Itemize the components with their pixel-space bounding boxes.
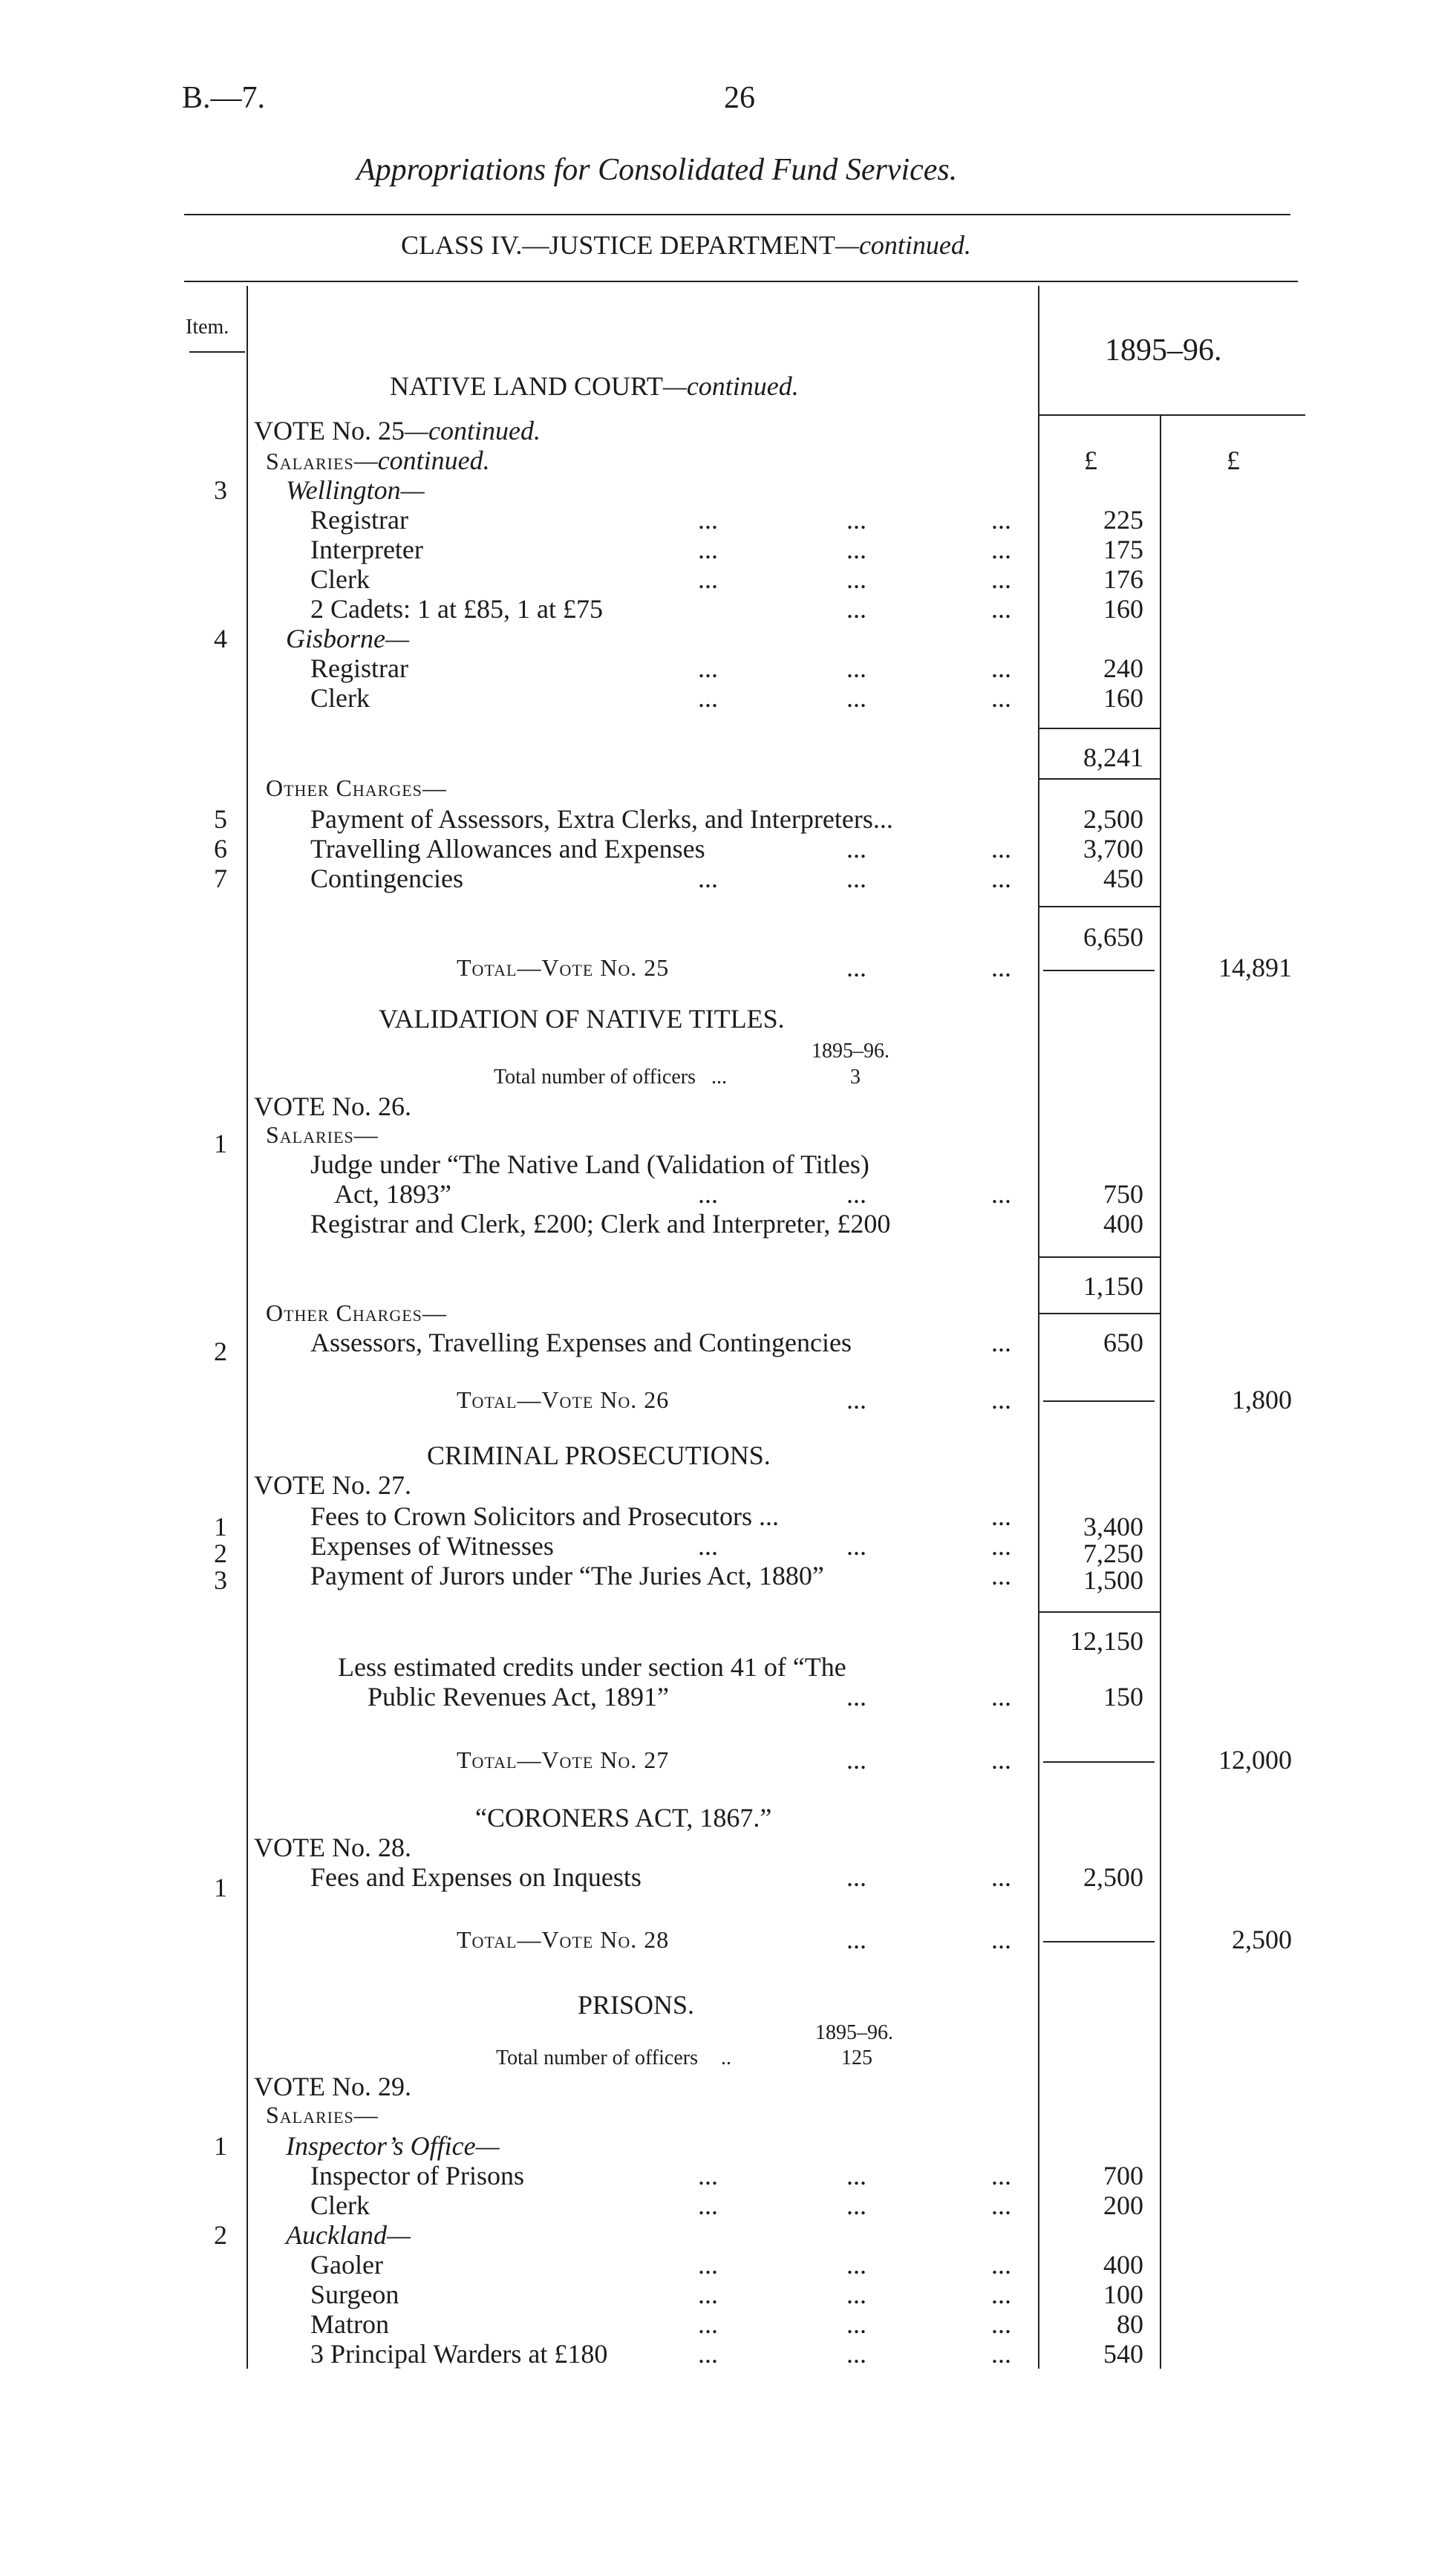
leader-dots	[846, 653, 866, 683]
dots: ...	[846, 1531, 866, 1561]
item-number: 1	[214, 1129, 227, 1158]
item-column-header: Item.	[186, 316, 229, 339]
dots: ...	[846, 2339, 866, 2369]
leader-dots	[991, 1745, 1011, 1775]
section-heading-native-land-court	[390, 371, 799, 401]
vote-25-total-label: Total—Vote No. 25	[457, 954, 670, 981]
leader-dots	[846, 564, 866, 594]
subtotal-rule	[1038, 906, 1160, 907]
vote-26-label: VOTE No. 26.	[254, 1092, 411, 1121]
dots: ...	[991, 2161, 1011, 2190]
leader-dots	[698, 1179, 718, 1209]
line-item-amount: 400	[1103, 1209, 1143, 1239]
dots: ...	[846, 1925, 866, 1954]
salaries-subtotal: 8,241	[1083, 743, 1143, 772]
leader-dots	[698, 2339, 718, 2369]
other-charges-subtotal: 6,650	[1083, 922, 1143, 952]
leader-dots	[991, 1328, 1011, 1357]
line-item-amount: 3,400	[1083, 1512, 1143, 1542]
leader-dots	[846, 2309, 866, 2339]
leader-dots	[846, 1682, 866, 1712]
line-item-amount: 3,700	[1083, 834, 1143, 864]
officers-year: 1895–96.	[815, 2021, 893, 2044]
item-number: 1	[214, 1873, 227, 1902]
leader-dots	[698, 2190, 718, 2220]
dots: ...	[846, 1179, 866, 1209]
dots: ...	[991, 2280, 1011, 2309]
leader-dots	[698, 2161, 718, 2190]
item-number: 3	[214, 1565, 227, 1595]
dots: ...	[991, 953, 1011, 982]
total-rule	[1043, 1941, 1155, 1942]
class-title: CLASS IV.—JUSTICE DEPARTMENT	[401, 230, 835, 260]
subtotal-rule	[1038, 1313, 1160, 1314]
item-header-rule	[189, 351, 245, 353]
vote-27-label: VOTE No. 27.	[254, 1470, 411, 1500]
dots: ...	[991, 864, 1011, 893]
leader-dots	[846, 1862, 866, 1892]
subtotal-rule	[1038, 778, 1160, 780]
nlc-heading-text: NATIVE LAND COURT	[390, 371, 663, 401]
vote-28-total-label: Total—Vote No. 28	[457, 1926, 670, 1953]
leader-dots	[991, 1179, 1011, 1209]
leader-dots	[846, 953, 866, 982]
leader-dots	[846, 594, 866, 624]
line-item-label: Interpreter	[310, 535, 423, 564]
dots: ...	[698, 2161, 718, 2190]
dots: ...	[991, 505, 1011, 535]
line-item-label: Clerk	[310, 2190, 370, 2220]
vote-25-continued: —continued.	[404, 416, 541, 446]
dots: ...	[991, 594, 1011, 624]
item-number: 4	[214, 624, 227, 653]
salaries-heading	[266, 446, 490, 475]
line-item-amount: 750	[1103, 1179, 1143, 1209]
title-rule	[184, 214, 1290, 215]
line-item-amount: 1,500	[1083, 1565, 1143, 1595]
page-title: Appropriations for Consolidated Fund Services.	[356, 153, 958, 187]
leader-dots	[698, 864, 718, 893]
dots: ...	[991, 564, 1011, 594]
vote-25-label: VOTE No. 25	[254, 416, 405, 446]
leader-dots	[698, 2250, 718, 2280]
leader-dots	[991, 1531, 1011, 1561]
leader-dots	[991, 1862, 1011, 1892]
line-item-label: Expenses of Witnesses	[310, 1531, 554, 1561]
officers-count-line	[496, 2046, 731, 2070]
line-item-amount: 450	[1103, 864, 1143, 893]
leader-dots	[698, 2280, 718, 2309]
dots: ...	[846, 2190, 866, 2220]
salaries-label: Salaries	[266, 448, 354, 474]
leader-dots	[991, 683, 1011, 713]
less-credits-amount: 150	[1103, 1682, 1143, 1712]
pound-header-amount: £	[1084, 446, 1097, 475]
leader-dots	[991, 505, 1011, 535]
leader-dots	[846, 2161, 866, 2190]
dots: ...	[698, 1179, 718, 1209]
leader-dots	[991, 1682, 1011, 1712]
leader-dots	[846, 2190, 866, 2220]
item-number: 7	[214, 864, 227, 893]
leader-dots	[846, 864, 866, 893]
dots: ...	[846, 834, 866, 864]
dots: ...	[991, 1925, 1011, 1954]
total-rule	[1043, 1761, 1155, 1763]
leader-dots	[991, 535, 1011, 564]
dots: ...	[991, 2190, 1011, 2220]
leader-dots	[991, 594, 1011, 624]
line-item-label: 3 Principal Warders at £180	[310, 2339, 608, 2369]
dots: ...	[846, 864, 866, 893]
line-item-label: 2 Cadets: 1 at £85, 1 at £75	[310, 594, 603, 624]
dots: ...	[698, 2339, 718, 2369]
leader-dots	[698, 564, 718, 594]
section-heading-coroners: “CORONERS ACT, 1867.”	[475, 1803, 772, 1833]
line-item-amount: 160	[1103, 594, 1143, 624]
subtotal-rule	[1038, 1256, 1160, 1258]
line-item-label: Assessors, Travelling Expenses and Contingencies	[310, 1328, 852, 1357]
line-item-amount: 160	[1103, 683, 1143, 713]
nlc-heading-continued: —continued.	[662, 371, 799, 401]
class-rule	[184, 281, 1298, 282]
dots: ...	[698, 564, 718, 594]
subheading-inspectors-office: Inspector’s Office—	[286, 2131, 500, 2161]
dots: ...	[991, 1745, 1011, 1775]
line-item-amount: 7,250	[1083, 1539, 1143, 1568]
leader-dots	[991, 864, 1011, 893]
line-item-label: Registrar	[310, 505, 408, 535]
leader-dots	[846, 2280, 866, 2309]
salaries-heading: Salaries—	[266, 1121, 379, 1148]
leader-dots	[846, 1385, 866, 1415]
dots: ...	[698, 505, 718, 535]
dots: ...	[991, 834, 1011, 864]
dots: ...	[846, 683, 866, 713]
officers-count: 3	[850, 1066, 861, 1089]
dots: ...	[846, 653, 866, 683]
item-number: 2	[214, 1337, 227, 1366]
line-item-label: Contingencies	[310, 864, 463, 893]
vote-26-total-label: Total—Vote No. 26	[457, 1386, 670, 1413]
class-continued: —continued.	[835, 230, 971, 260]
leader-dots	[846, 683, 866, 713]
dots: ...	[991, 1328, 1011, 1357]
less-credits-line-1: Less estimated credits under section 41 of “The	[338, 1652, 846, 1682]
dots: ...	[698, 683, 718, 713]
dots: ...	[846, 2161, 866, 2190]
dots: ...	[698, 1531, 718, 1561]
section-heading-criminal-prosecutions: CRIMINAL PROSECUTIONS.	[427, 1441, 771, 1470]
leader-dots	[991, 653, 1011, 683]
officers-dots: ..	[721, 2046, 731, 2069]
dots: ...	[991, 1385, 1011, 1415]
leader-dots	[991, 834, 1011, 864]
dots: ...	[991, 683, 1011, 713]
description-column-divider	[247, 286, 248, 2369]
leader-dots	[846, 1925, 866, 1954]
officers-count: 125	[841, 2046, 872, 2069]
leader-dots	[846, 535, 866, 564]
leader-dots	[991, 2280, 1011, 2309]
line-item-amount: 176	[1103, 564, 1143, 594]
dots: ...	[846, 535, 866, 564]
item-number: 1	[214, 1512, 227, 1542]
line-item-label: Surgeon	[310, 2280, 399, 2309]
dots: ...	[846, 2250, 866, 2280]
vote-27-total: 12,000	[1218, 1745, 1292, 1775]
leader-dots	[991, 1925, 1011, 1954]
leader-dots	[846, 505, 866, 535]
subtotal-rule	[1038, 728, 1160, 729]
line-item-label: Gaoler	[310, 2250, 383, 2280]
item-number: 5	[214, 804, 227, 834]
dots: ...	[698, 2309, 718, 2339]
leader-dots	[991, 953, 1011, 982]
vote-28-label: VOTE No. 28.	[254, 1833, 411, 1862]
salaries-continued: —continued.	[353, 446, 490, 475]
dots: ...	[698, 535, 718, 564]
total-column-divider	[1160, 414, 1161, 2369]
year-header-rule	[1038, 414, 1305, 416]
line-item-label: Registrar	[310, 653, 408, 683]
leader-dots	[846, 1745, 866, 1775]
dots: ...	[991, 1862, 1011, 1892]
dots: ...	[846, 564, 866, 594]
vnt-salaries-subtotal: 1,150	[1083, 1271, 1143, 1301]
line-item-amount: 175	[1103, 535, 1143, 564]
vote-25-total: 14,891	[1218, 953, 1292, 982]
line-item-amount: 400	[1103, 2250, 1143, 2280]
leader-dots	[698, 535, 718, 564]
line-item-label: Inspector of Prisons	[310, 2161, 524, 2190]
pound-header-total: £	[1227, 446, 1240, 475]
line-item-label: Judge under “The Native Land (Validation of Titles)	[310, 1149, 869, 1179]
line-item-amount: 225	[1103, 505, 1143, 535]
line-item-label-cont: Act, 1893”	[334, 1179, 451, 1209]
class-heading	[401, 230, 971, 260]
dots: ...	[991, 1682, 1011, 1712]
leader-dots	[991, 1501, 1011, 1531]
dots: ...	[991, 1501, 1011, 1531]
item-number: 2	[214, 2220, 227, 2250]
line-item-label: Travelling Allowances and Expenses	[310, 834, 705, 864]
line-item-amount: 540	[1103, 2339, 1143, 2369]
dots: ...	[991, 535, 1011, 564]
leader-dots	[991, 2190, 1011, 2220]
dots: ...	[846, 1745, 866, 1775]
dots: ...	[991, 2339, 1011, 2369]
year-column-header: 1895–96.	[1105, 333, 1222, 368]
line-item-label: Matron	[310, 2309, 389, 2339]
leader-dots	[991, 2339, 1011, 2369]
page-number: 26	[724, 81, 755, 115]
cp-subtotal: 12,150	[1070, 1626, 1143, 1656]
line-item-amount: 100	[1103, 2280, 1143, 2309]
leader-dots	[698, 683, 718, 713]
leader-dots	[991, 2161, 1011, 2190]
vote-28-total: 2,500	[1232, 1925, 1292, 1954]
less-credits-line-2: Public Revenues Act, 1891”	[368, 1682, 669, 1712]
subheading-wellington: Wellington—	[286, 475, 425, 505]
dots: ...	[698, 653, 718, 683]
dots: ...	[991, 2250, 1011, 2280]
line-item-label: Clerk	[310, 683, 370, 713]
section-heading-prisons: PRISONS.	[578, 1990, 695, 2020]
line-item-amount: 700	[1103, 2161, 1143, 2190]
total-rule	[1043, 970, 1155, 971]
line-item-amount: 80	[1117, 2309, 1143, 2339]
subheading-gisborne: Gisborne—	[286, 624, 410, 653]
leader-dots	[846, 2250, 866, 2280]
other-charges-heading: Other Charges—	[266, 774, 447, 801]
salaries-heading: Salaries—	[266, 2101, 379, 2128]
leader-dots	[846, 2339, 866, 2369]
leader-dots	[698, 2309, 718, 2339]
section-heading-validation: VALIDATION OF NATIVE TITLES.	[379, 1004, 785, 1034]
line-item-amount: 650	[1103, 1328, 1143, 1357]
dots: ...	[846, 1862, 866, 1892]
leader-dots	[991, 2309, 1011, 2339]
dots: ...	[846, 1385, 866, 1415]
dots: ...	[991, 1561, 1011, 1591]
dots: ...	[846, 594, 866, 624]
leader-dots	[991, 1385, 1011, 1415]
total-rule	[1043, 1400, 1155, 1402]
line-item-label: Payment of Assessors, Extra Clerks, and Interpreters...	[310, 804, 893, 834]
officers-label: Total number of officers	[496, 2046, 698, 2069]
vote-27-total-label: Total—Vote No. 27	[457, 1746, 670, 1773]
dots: ...	[698, 864, 718, 893]
dots: ...	[698, 2190, 718, 2220]
vote-29-label: VOTE No. 29.	[254, 2072, 411, 2101]
leader-dots	[698, 1531, 718, 1561]
line-item-label: Fees and Expenses on Inquests	[310, 1862, 642, 1892]
line-item-amount: 200	[1103, 2190, 1143, 2220]
leader-dots	[698, 505, 718, 535]
item-number: 1	[214, 2131, 227, 2161]
leader-dots	[846, 1179, 866, 1209]
line-item-amount: 240	[1103, 653, 1143, 683]
dots: ...	[991, 2309, 1011, 2339]
line-item-label: Registrar and Clerk, £200; Clerk and Interpreter, £200	[310, 1209, 891, 1239]
dots: ...	[698, 2250, 718, 2280]
dots: ...	[846, 2280, 866, 2309]
leader-dots	[991, 1561, 1011, 1591]
line-item-amount: 2,500	[1083, 804, 1143, 834]
leader-dots	[991, 564, 1011, 594]
dots: ...	[698, 2280, 718, 2309]
item-number: 2	[214, 1539, 227, 1568]
dots: ...	[846, 2309, 866, 2339]
subtotal-rule	[1038, 1611, 1160, 1613]
officers-label: Total number of officers	[494, 1066, 696, 1089]
other-charges-heading: Other Charges—	[266, 1299, 447, 1326]
vote-25-heading	[254, 416, 541, 446]
leader-dots	[846, 834, 866, 864]
dots: ...	[846, 953, 866, 982]
document-reference: B.—7.	[182, 81, 266, 115]
dots: ...	[991, 653, 1011, 683]
item-number: 3	[214, 475, 227, 505]
dots: ...	[991, 1531, 1011, 1561]
item-number: 6	[214, 834, 227, 864]
dots: ...	[846, 1682, 866, 1712]
leader-dots	[698, 653, 718, 683]
line-item-amount: 2,500	[1083, 1862, 1143, 1892]
leader-dots	[991, 2250, 1011, 2280]
dots: ...	[846, 505, 866, 535]
subheading-auckland: Auckland—	[286, 2220, 411, 2250]
officers-dots: ...	[711, 1066, 727, 1089]
line-item-label: Fees to Crown Solicitors and Prosecutors ...	[310, 1501, 779, 1531]
officers-count-line	[494, 1066, 727, 1089]
line-item-label: Payment of Jurors under “The Juries Act, 1880”	[310, 1561, 824, 1591]
vote-26-total: 1,800	[1232, 1385, 1292, 1415]
dots: ...	[991, 1179, 1011, 1209]
leader-dots	[846, 1531, 866, 1561]
officers-year: 1895–96.	[812, 1040, 889, 1063]
line-item-label: Clerk	[310, 564, 370, 594]
